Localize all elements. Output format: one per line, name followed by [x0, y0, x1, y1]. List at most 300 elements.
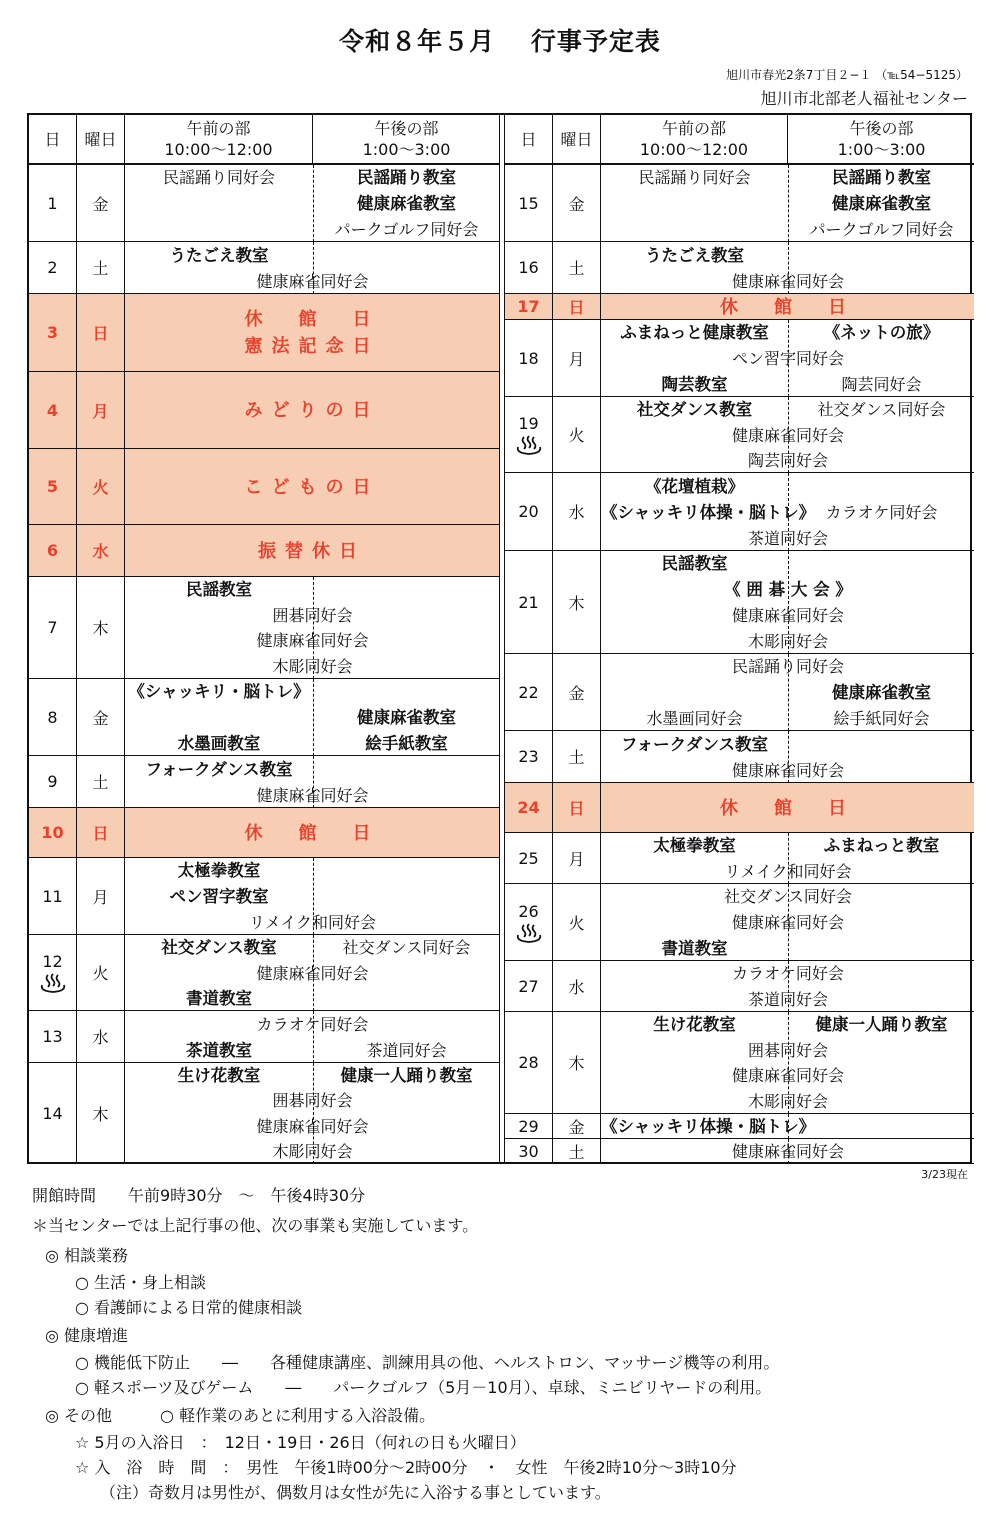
event-item: 太極拳教室 — [653, 836, 736, 856]
day-number — [505, 731, 553, 782]
event-item: 陶芸同好会 — [841, 374, 922, 394]
event-item: フォークダンス教室 — [145, 759, 293, 779]
event-item: 《シャッキリ体操・脳トレ》 — [601, 502, 816, 522]
header-morning-text: 午前の部 — [186, 119, 251, 138]
weekday-text: 土 — [568, 1142, 585, 1162]
events — [601, 242, 975, 293]
schedule-row — [505, 165, 974, 242]
weekday-text: 金 — [92, 194, 109, 214]
day-number-text: 2 — [47, 258, 58, 277]
day-number — [505, 783, 553, 832]
holiday-label — [125, 525, 499, 577]
day-number-text: 19 — [518, 414, 539, 433]
header-afternoon — [313, 115, 500, 163]
events — [125, 577, 500, 678]
weekday — [77, 577, 125, 678]
weekday — [553, 397, 601, 472]
weekday — [553, 1139, 601, 1163]
day-number-text: 9 — [47, 772, 58, 791]
footer-line: ＊当センターでは上記行事の他、次の事業も実施しています。 — [32, 1216, 479, 1235]
schedule-row — [29, 1063, 499, 1164]
header-afternoon — [788, 115, 975, 163]
header-morning-text: 10:00〜12:00 — [164, 140, 273, 159]
weekday — [553, 1012, 601, 1113]
event-item: パークゴルフ同好会 — [809, 219, 954, 239]
day-number — [29, 858, 77, 934]
schedule-row — [29, 679, 499, 756]
holiday-row — [29, 808, 499, 858]
weekday-text: 金 — [92, 708, 109, 728]
event-item: リメイク和同好会 — [724, 861, 852, 881]
footer-line: ☆ 入 浴 時 間 ： 男性 午後1時00分〜2時00分 ・ 女性 午後2時10分〜3時10分 — [75, 1458, 737, 1477]
events — [125, 242, 500, 293]
schedule-row — [29, 577, 499, 679]
as-of-date: 3/23現在 — [921, 1168, 968, 1181]
schedule-row — [505, 833, 974, 884]
day-number — [505, 397, 553, 472]
weekday — [77, 372, 125, 448]
schedule-row — [29, 165, 499, 242]
weekday — [77, 935, 125, 1010]
weekday-text: 金 — [568, 194, 585, 214]
events — [601, 1139, 975, 1163]
day-number — [505, 294, 553, 319]
header-day — [505, 115, 553, 163]
weekday — [553, 731, 601, 782]
event-item: 《花壇植栽》 — [645, 476, 744, 496]
day-number — [29, 294, 77, 371]
events — [601, 1114, 975, 1138]
schedule-row — [505, 654, 974, 731]
weekday — [77, 1011, 125, 1062]
day-number — [505, 654, 553, 730]
weekday — [553, 961, 601, 1011]
day-number — [505, 473, 553, 550]
day-number-text: 12 — [42, 952, 63, 971]
holiday-text: みどりの日 — [244, 400, 380, 421]
weekday — [553, 242, 601, 293]
day-number — [29, 449, 77, 524]
holiday-label — [601, 783, 974, 833]
day-number — [29, 372, 77, 448]
day-number-text: 17 — [517, 297, 540, 316]
weekday-text: 月 — [568, 349, 585, 369]
event-item: 民謡踊り同好会 — [731, 657, 844, 677]
weekday-text: 土 — [92, 259, 109, 278]
event-item: 《 囲 碁 大 会 》 — [724, 580, 852, 600]
weekday — [77, 242, 125, 293]
weekday-text: 金 — [568, 1117, 585, 1137]
event-item: 健康一人踊り教室 — [340, 1066, 473, 1086]
day-number — [505, 165, 553, 241]
weekday-text: 土 — [568, 748, 585, 767]
weekday — [553, 1114, 601, 1138]
day-number-text: 10 — [41, 823, 64, 842]
table-header — [29, 115, 499, 165]
holiday-row — [29, 372, 499, 449]
day-number-text: 27 — [518, 976, 539, 996]
weekday-text: 火 — [568, 426, 585, 445]
day-number — [29, 679, 77, 755]
events — [601, 473, 975, 550]
event-item: パークゴルフ同好会 — [334, 219, 479, 239]
schedule-row — [505, 1012, 974, 1114]
holiday-row — [505, 294, 974, 320]
event-item: カラオケ同好会 — [732, 964, 844, 984]
day-number — [29, 1011, 77, 1062]
day-number-text: 1 — [47, 193, 58, 213]
day-number-text: 16 — [518, 258, 539, 277]
weekday — [77, 165, 125, 241]
event-item: 健康麻雀教室 — [357, 708, 456, 727]
event-item: 水墨画同好会 — [646, 708, 743, 728]
event-item: 健康麻雀同好会 — [256, 963, 369, 983]
event-item: 陶芸同好会 — [747, 450, 828, 470]
footer-line: ○ 看護師による日常的健康相談 — [75, 1298, 303, 1317]
schedule-row — [505, 731, 974, 783]
weekday — [77, 756, 125, 807]
event-item: 囲碁同好会 — [272, 1091, 353, 1111]
holiday-row — [29, 449, 499, 525]
schedule-table — [27, 113, 972, 1164]
header-day-text: 日 — [520, 129, 537, 149]
footer-line: ☆ 5月の入浴日 ： 12日・19日・26日（何れの日も火曜日） — [75, 1433, 526, 1452]
event-item: カラオケ同好会 — [825, 502, 938, 522]
holiday-text: 休 館 日 — [720, 797, 855, 819]
weekday-text: 金 — [568, 683, 585, 703]
footer-line: ◎ その他 ○ 軽作業のあとに利用する入浴設備。 — [45, 1406, 436, 1425]
holiday-text: 休 館 日 — [720, 296, 855, 318]
weekday — [77, 449, 125, 524]
footer-line: （注）奇数月は男性が、偶数月は女性が先に入浴する事としています。 — [100, 1483, 611, 1502]
day-number — [505, 1139, 553, 1163]
events — [125, 1011, 500, 1062]
day-number-text: 30 — [518, 1141, 539, 1161]
weekday — [77, 808, 125, 857]
weekday — [553, 551, 601, 653]
header-weekday — [77, 115, 125, 163]
schedule-row — [505, 242, 974, 294]
footer-line: ○ 機能低下防止 ― 各種健康講座、訓練用具の他、ヘルストロン、マッサージ機等の利用。 — [75, 1353, 780, 1372]
event-item: 社交ダンス教室 — [161, 938, 277, 958]
footer-line: ◎ 健康増進 — [45, 1326, 129, 1345]
event-item: 健康麻雀教室 — [832, 194, 931, 213]
day-number-text: 11 — [42, 886, 63, 906]
event-item: 社交ダンス教室 — [636, 400, 753, 420]
event-item: 健康麻雀同好会 — [731, 1066, 844, 1086]
weekday-text: 火 — [568, 913, 585, 933]
event-item: 健康麻雀同好会 — [256, 785, 369, 805]
day-number — [29, 1063, 77, 1163]
weekday — [77, 525, 125, 576]
event-item: 民謡教室 — [186, 580, 252, 600]
header-afternoon-text: 1:00〜3:00 — [837, 140, 926, 159]
weekday-text: 水 — [568, 977, 585, 997]
weekday-text: 土 — [568, 259, 585, 278]
header-weekday-text: 曜日 — [560, 129, 593, 149]
day-number-text: 6 — [46, 541, 59, 560]
header-morning-text: 午前の部 — [661, 119, 726, 138]
event-item: 健康麻雀同好会 — [731, 605, 844, 625]
event-item: 民謡踊り教室 — [357, 168, 456, 188]
holiday-label — [125, 372, 499, 449]
day-number-text: 29 — [518, 1116, 539, 1136]
event-item: ふまねっと教室 — [823, 836, 940, 856]
event-item: 書道教室 — [186, 988, 252, 1008]
hot-spring-icon — [39, 971, 67, 993]
event-item: 茶道同好会 — [747, 989, 828, 1009]
weekday-text: 月 — [92, 401, 109, 421]
events — [125, 935, 500, 1010]
event-item: 健康麻雀同好会 — [731, 425, 844, 445]
header-weekday-text: 曜日 — [84, 129, 117, 149]
schedule-row — [505, 961, 974, 1012]
day-number-text: 23 — [518, 747, 539, 766]
schedule-right-half — [504, 115, 974, 1162]
event-item: 《シャッキリ・脳トレ》 — [128, 682, 310, 702]
day-number — [505, 1012, 553, 1113]
weekday — [77, 1063, 125, 1163]
weekday — [77, 294, 125, 371]
holiday-text: こどもの日 — [244, 476, 380, 498]
weekday-text: 木 — [92, 1104, 109, 1124]
weekday-text: 水 — [92, 1028, 109, 1047]
holiday-label — [601, 294, 974, 320]
event-item: 健康麻雀同好会 — [731, 1142, 844, 1161]
weekday-text: 月 — [568, 849, 585, 869]
weekday — [553, 320, 601, 396]
event-item: フォークダンス教室 — [620, 734, 768, 754]
holiday-text: 憲法記念日 — [244, 336, 380, 357]
weekday — [77, 858, 125, 934]
event-item: カラオケ同好会 — [256, 1014, 369, 1034]
footer-line: 開館時間 午前9時30分 〜 午後4時30分 — [32, 1186, 366, 1205]
day-number — [29, 242, 77, 293]
schedule-row — [505, 884, 974, 961]
header-afternoon-text: 午後の部 — [849, 119, 914, 138]
day-number-text: 28 — [518, 1053, 539, 1072]
day-number — [505, 1114, 553, 1138]
header-afternoon-text: 1:00〜3:00 — [362, 140, 451, 159]
events — [601, 397, 975, 472]
event-item: 健康麻雀同好会 — [256, 1116, 369, 1136]
weekday-text: 日 — [92, 824, 109, 843]
events — [125, 1063, 500, 1163]
day-number-text: 5 — [46, 477, 59, 496]
schedule-row — [29, 858, 499, 935]
schedule-row — [505, 397, 974, 473]
weekday-text: 月 — [92, 887, 109, 907]
day-number — [29, 935, 77, 1010]
event-item: 健康麻雀教室 — [832, 683, 931, 702]
day-number-text: 22 — [518, 682, 539, 702]
weekday-text: 日 — [568, 799, 585, 818]
events — [601, 833, 975, 883]
weekday — [553, 473, 601, 550]
event-item: 社交ダンス同好会 — [817, 400, 946, 420]
event-item: うたごえ教室 — [169, 245, 269, 265]
event-item: ふまねっと健康教室 — [620, 323, 769, 343]
day-number — [29, 525, 77, 576]
events — [601, 961, 975, 1011]
weekday-text: 火 — [92, 964, 109, 983]
events — [125, 858, 500, 934]
event-item: 民謡教室 — [661, 554, 728, 574]
events — [601, 731, 975, 782]
table-header — [505, 115, 974, 165]
schedule-row — [505, 551, 974, 654]
event-item: 書道教室 — [661, 938, 728, 958]
organization-name: 旭川市北部老人福祉センター — [760, 89, 968, 108]
hot-spring-icon — [515, 433, 543, 455]
weekday — [553, 165, 601, 241]
day-number-text: 3 — [46, 323, 59, 342]
header-morning-text: 10:00〜12:00 — [639, 140, 749, 159]
day-number — [505, 242, 553, 293]
schedule-row — [29, 242, 499, 294]
event-item: 茶道教室 — [186, 1040, 252, 1060]
event-item: 民謡踊り教室 — [832, 168, 931, 188]
weekday — [553, 833, 601, 883]
event-item: ペン習字同好会 — [731, 349, 844, 368]
weekday — [553, 654, 601, 730]
event-item: 健康麻雀同好会 — [731, 760, 844, 780]
events — [601, 320, 975, 396]
event-item: 民謡踊り同好会 — [162, 168, 275, 188]
event-item: 太極拳教室 — [177, 861, 261, 881]
events — [125, 165, 500, 241]
event-item: 絵手紙同好会 — [833, 708, 930, 728]
event-item: ペン習字教室 — [169, 887, 269, 906]
event-item: 陶芸教室 — [661, 374, 728, 394]
event-item: リメイク和同好会 — [248, 912, 377, 932]
day-number — [505, 961, 553, 1011]
weekday-text: 土 — [92, 773, 109, 792]
event-item: うたごえ教室 — [645, 245, 744, 265]
schedule-row — [505, 320, 974, 397]
day-number-text: 18 — [518, 348, 539, 368]
holiday-text: 振替休日 — [258, 540, 366, 562]
event-item: 茶道同好会 — [747, 528, 828, 548]
weekday — [553, 294, 601, 319]
header-weekday — [553, 115, 601, 163]
event-item: 生け花教室 — [653, 1015, 736, 1035]
holiday-label — [125, 294, 499, 372]
event-item: 健康麻雀教室 — [357, 194, 456, 213]
event-item: 健康麻雀同好会 — [731, 913, 844, 932]
weekday-text: 日 — [92, 324, 109, 343]
day-number — [29, 756, 77, 807]
events — [125, 679, 500, 755]
day-number-text: 14 — [42, 1103, 63, 1123]
events — [601, 1012, 975, 1113]
event-item: 健康麻雀同好会 — [256, 631, 369, 651]
day-number — [505, 551, 553, 653]
events — [601, 165, 975, 241]
events — [601, 884, 975, 960]
holiday-row — [505, 783, 974, 833]
event-item: 木彫同好会 — [272, 1141, 353, 1161]
day-number — [29, 577, 77, 678]
schedule-row — [29, 935, 499, 1011]
holiday-label — [125, 449, 499, 525]
schedule-row — [505, 473, 974, 551]
schedule-row — [29, 1011, 499, 1063]
day-number — [29, 808, 77, 857]
day-number — [29, 165, 77, 241]
event-item: 生け花教室 — [177, 1066, 261, 1086]
schedule-row — [29, 756, 499, 808]
event-item: 《シャッキリ体操・脳トレ》 — [601, 1117, 816, 1136]
weekday — [553, 783, 601, 832]
event-item: 健康麻雀同好会 — [731, 271, 844, 291]
footer-line: ○ 生活・身上相談 — [75, 1273, 207, 1292]
day-number-text: 8 — [47, 707, 58, 727]
weekday-text: 木 — [568, 1054, 585, 1073]
holiday-row — [29, 525, 499, 577]
event-item: 《ネットの旅》 — [823, 323, 940, 343]
weekday-text: 火 — [92, 478, 109, 497]
event-item: 囲碁同好会 — [747, 1040, 828, 1060]
day-number-text: 24 — [517, 798, 540, 817]
day-number — [505, 320, 553, 396]
events — [601, 654, 975, 730]
event-item: 水墨画教室 — [177, 733, 261, 753]
address: 旭川市春光2条7丁目２−１ （℡54−5125） — [726, 68, 968, 82]
header-morning — [125, 115, 313, 163]
holiday-text: 休 館 日 — [244, 309, 380, 330]
event-item: 民謡踊り同好会 — [638, 168, 751, 188]
holiday-row — [29, 294, 499, 372]
day-number-text: 15 — [518, 193, 539, 213]
weekday — [77, 679, 125, 755]
day-number-text: 20 — [518, 502, 539, 521]
weekday-text: 木 — [568, 593, 585, 613]
schedule-row — [505, 1114, 974, 1139]
event-item: 茶道同好会 — [366, 1040, 447, 1060]
header-morning — [601, 115, 788, 163]
event-item: 社交ダンス同好会 — [342, 938, 471, 958]
schedule-row — [505, 1139, 974, 1164]
event-item: 健康一人踊り教室 — [815, 1015, 948, 1035]
events — [125, 756, 500, 807]
event-item: 木彫同好会 — [272, 656, 353, 676]
holiday-label — [125, 808, 499, 858]
day-number-text: 13 — [42, 1027, 63, 1046]
header-afternoon-text: 午後の部 — [374, 119, 439, 138]
page-title: 令和８年５月 行事予定表 — [339, 27, 661, 56]
header-day-text: 日 — [44, 129, 61, 149]
day-number-text: 4 — [46, 400, 59, 420]
event-item: 絵手紙教室 — [365, 733, 448, 753]
day-number-text: 26 — [518, 901, 539, 921]
event-item: 社交ダンス同好会 — [724, 887, 852, 907]
weekday-text: 水 — [568, 503, 585, 522]
event-item: 木彫同好会 — [747, 1091, 828, 1111]
day-number — [505, 833, 553, 883]
day-number-text: 21 — [518, 592, 539, 612]
holiday-text: 休 館 日 — [244, 822, 380, 844]
event-item: 健康麻雀同好会 — [256, 271, 369, 291]
weekday — [553, 884, 601, 960]
events — [601, 551, 975, 653]
footer-line: ◎ 相談業務 — [45, 1246, 129, 1265]
weekday-text: 水 — [92, 542, 109, 561]
weekday-text: 日 — [568, 298, 585, 317]
day-number-text: 7 — [47, 618, 58, 637]
event-item: 囲碁同好会 — [272, 605, 353, 625]
day-number — [505, 884, 553, 960]
